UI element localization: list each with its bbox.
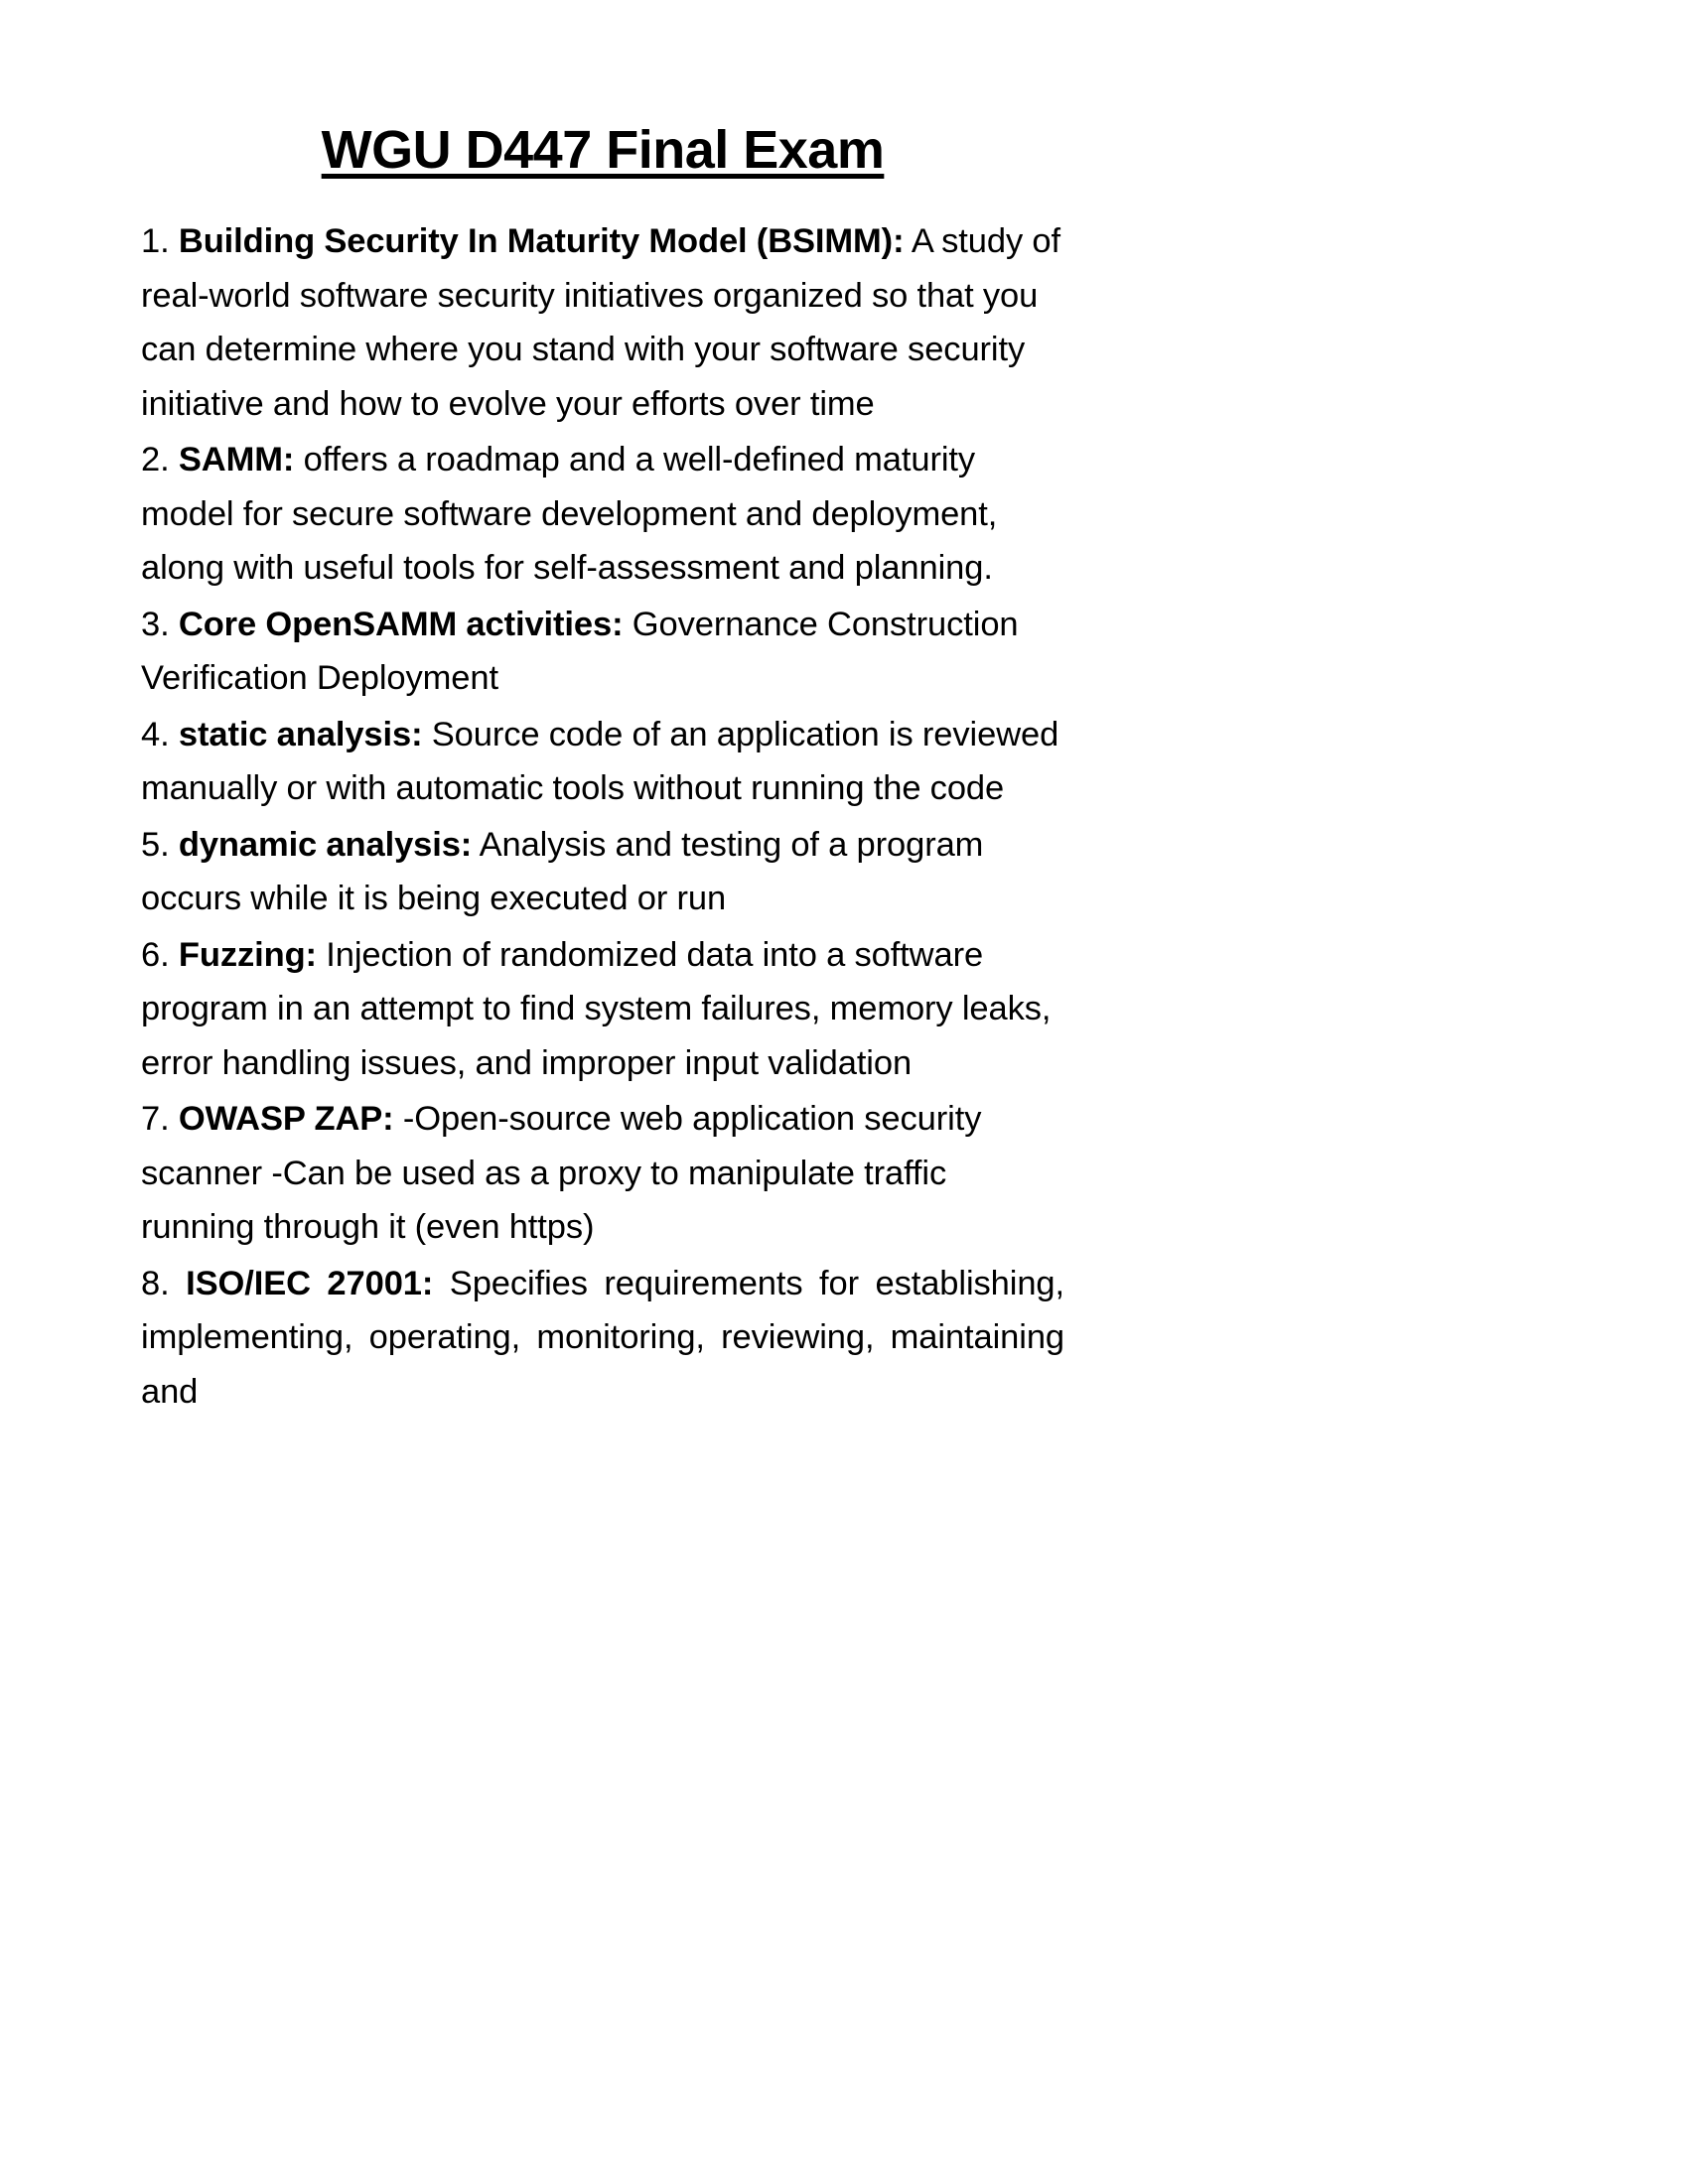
item-number: 8.: [141, 1264, 170, 1302]
item-definition: Analysis and testing of a program occurs while it is being executed or run: [141, 825, 984, 918]
list-item: [141, 598, 1064, 706]
list-item: [141, 433, 1064, 596]
item-number: 4.: [141, 715, 170, 753]
item-term: ISO/IEC 27001:: [186, 1264, 434, 1302]
item-definition: Specifies requirements for establishing, implementing, operating, monitoring, reviewing, maintaining and: [141, 1264, 1064, 1411]
list-item: [141, 928, 1064, 1091]
item-term: SAMM:: [178, 441, 295, 479]
list-item: [141, 1257, 1064, 1420]
item-term: Core OpenSAMM activities:: [178, 605, 624, 643]
item-number: 5.: [141, 825, 170, 864]
item-term: static analysis:: [178, 715, 423, 753]
item-term: Building Security In Maturity Model (BSIMM):: [178, 222, 905, 261]
item-number: 3.: [141, 605, 170, 643]
item-definition: offers a roadmap and a well-defined maturity model for secure software development and deployment, along with useful tools for self-assessment and planning.: [141, 441, 998, 588]
item-definition: -Open-source web application security scanner -Can be used as a proxy to manipulate traffic running through it (even https): [141, 1100, 982, 1247]
item-definition: Injection of randomized data into a software program in an attempt to find system failures, memory leaks, error handling issues, and improper input validation: [141, 935, 1052, 1082]
item-definition: A study of real-world software security initiatives organized so that you can determine where you stand with your software security initiative and how to evolve your efforts over time: [141, 222, 1060, 423]
page-title: WGU D447 Final Exam: [321, 120, 885, 180]
item-number: 2.: [141, 441, 170, 479]
item-term: dynamic analysis:: [178, 825, 473, 864]
document-body: [141, 119, 1064, 1421]
item-term: OWASP ZAP:: [178, 1100, 394, 1139]
list-item: [141, 214, 1064, 431]
item-definition: Governance Construction Verification Deployment: [141, 605, 1019, 698]
item-number: 7.: [141, 1100, 170, 1139]
list-item: [141, 708, 1064, 816]
item-term: Fuzzing:: [178, 935, 317, 974]
list-item: [141, 1092, 1064, 1255]
item-number: 6.: [141, 935, 170, 974]
item-number: 1.: [141, 222, 170, 261]
item-definition: Source code of an application is reviewed manually or with automatic tools without running the code: [141, 715, 1059, 808]
list-item: [141, 818, 1064, 926]
